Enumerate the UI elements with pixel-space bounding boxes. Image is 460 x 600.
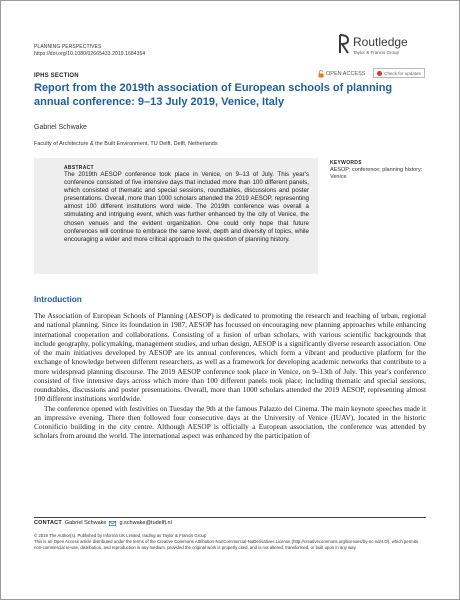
copyright-note: © 2019 The Author(s). Published by Informa UK Limited, trading as Taylor & Francis Group [34, 533, 207, 538]
publisher-subtitle: Taylor & Francis Group [353, 50, 400, 55]
contact-label: CONTACT [34, 520, 62, 526]
journal-header [34, 44, 145, 58]
paragraph: The Association of European Schools of Planning (AESOP) is dedicated to promoting the research and teaching of urban, regional and national planning. Since its foundation in 1987, AESOP has focussed on encouraging new planning approaches while enhancing international cooperation and collaborations. Consisting of a fusion of urban scholars, with various scientific backgrounds that include geography, policymaking, management studies, and urban design, AESOP is a significantly diverse research association. One of the main initiatives developed by AESOP are its annual conferences, which form a vibrant and productive platform for the exchange of knowledge between different researchers, as well as a framework for developing academic networks that contribute to a more widespread planning discourse. The 2019 AESOP conference took place in Venice, on 9–13th of July. This year's conference consisted of five intensive days across which more than 100 different panels took place; including thematic and special sessions, roundtables, discussions and poster presentations. Overall, more than 1000 scholars attended the 2019 AESOP, representing almost 100 different institutions worldwide. [34, 311, 426, 404]
section-label: IPHS SECTION [34, 73, 79, 79]
open-access-badge [318, 70, 365, 78]
footnotes [34, 533, 426, 550]
author-name: Gabriel Schwake [34, 124, 87, 131]
check-updates-icon [377, 71, 382, 76]
publisher-logo [338, 34, 428, 58]
keywords-heading: KEYWORDS [330, 160, 362, 166]
contact-name: Gabriel Schwake [64, 520, 107, 526]
abstract-heading: ABSTRACT [64, 165, 94, 171]
license-note: This is an Open Access article distributed under the terms of the Creative Commons Attribution-NonCommercial-NoDerivatives License (http://creativecommons.org/licenses/by-nc-nd/4.0/), which permits non-commercial re-use, distribution, and reproduction in any medium, provided the original work is properly cited, and is not altered, transformed, or built upon in any way. [34, 538, 419, 550]
open-lock-icon [318, 70, 324, 78]
open-access-label: OPEN ACCESS [326, 71, 366, 77]
journal-name: PLANNING PERSPECTIVES [34, 44, 102, 50]
paragraph: The conference opened with festivities on Tuesday the 9th at the famous Palazzo del Cinema. The main keynote speeches made it an impressive evening. There then followed four consecutive days at the University of Venice (IUAV), located in the historic Cotonificio building in the city centre. Although AESOP is officially a European association, the conference was attended by scholars from around the world. The international aspect was enhanced by the participation of [34, 403, 426, 441]
contact-line [34, 520, 172, 526]
footer-divider [34, 517, 426, 518]
check-updates-label: Check for updates [384, 70, 421, 76]
article-title: Report from the 2019th association of European schools of planning annual conference: 9–13 July 2019, Venice, Italy [34, 82, 393, 108]
abstract-box [34, 158, 318, 274]
contact-email[interactable]: g.schwake@tudelft.nl [119, 520, 172, 526]
keywords-text: AESOP; conference; planning history; Venice [330, 167, 423, 180]
author-affiliation: Faculty of Architecture & the Built Environment, TU Delft, Delft, Netherlands [34, 141, 218, 147]
abstract-text: The 2019th AESOP conference took place in Venice, on 9–13 of July. This year's conference consisted of five intensive days that included more than 100 different panels, which consisted of thematic and special sessions, roundtables, discussions and poster presentations. Overall, more than 1000 scholars attended the 2019 AESOP, representing almost 100 different institutions word wide. The 2019th conference was overall a stimulating and intriguing event, which was further enhanced by the city of Venice, the chosen venues and the evident organization. One could only hope that future conferences will continue to embrace the same level, depth and diversity of topics, while encouraging a wider and more critical approach to the question of planning history. [64, 171, 309, 243]
publisher-name: Routledge [353, 35, 408, 49]
check-for-updates-button[interactable] [373, 68, 425, 78]
introduction-body [34, 311, 426, 441]
mail-icon [109, 521, 116, 526]
introduction-heading: Introduction [34, 295, 82, 304]
routledge-logo-icon [338, 34, 350, 54]
journal-doi[interactable]: https://doi.org/10.1080/02665433.2019.1684354 [34, 51, 146, 57]
